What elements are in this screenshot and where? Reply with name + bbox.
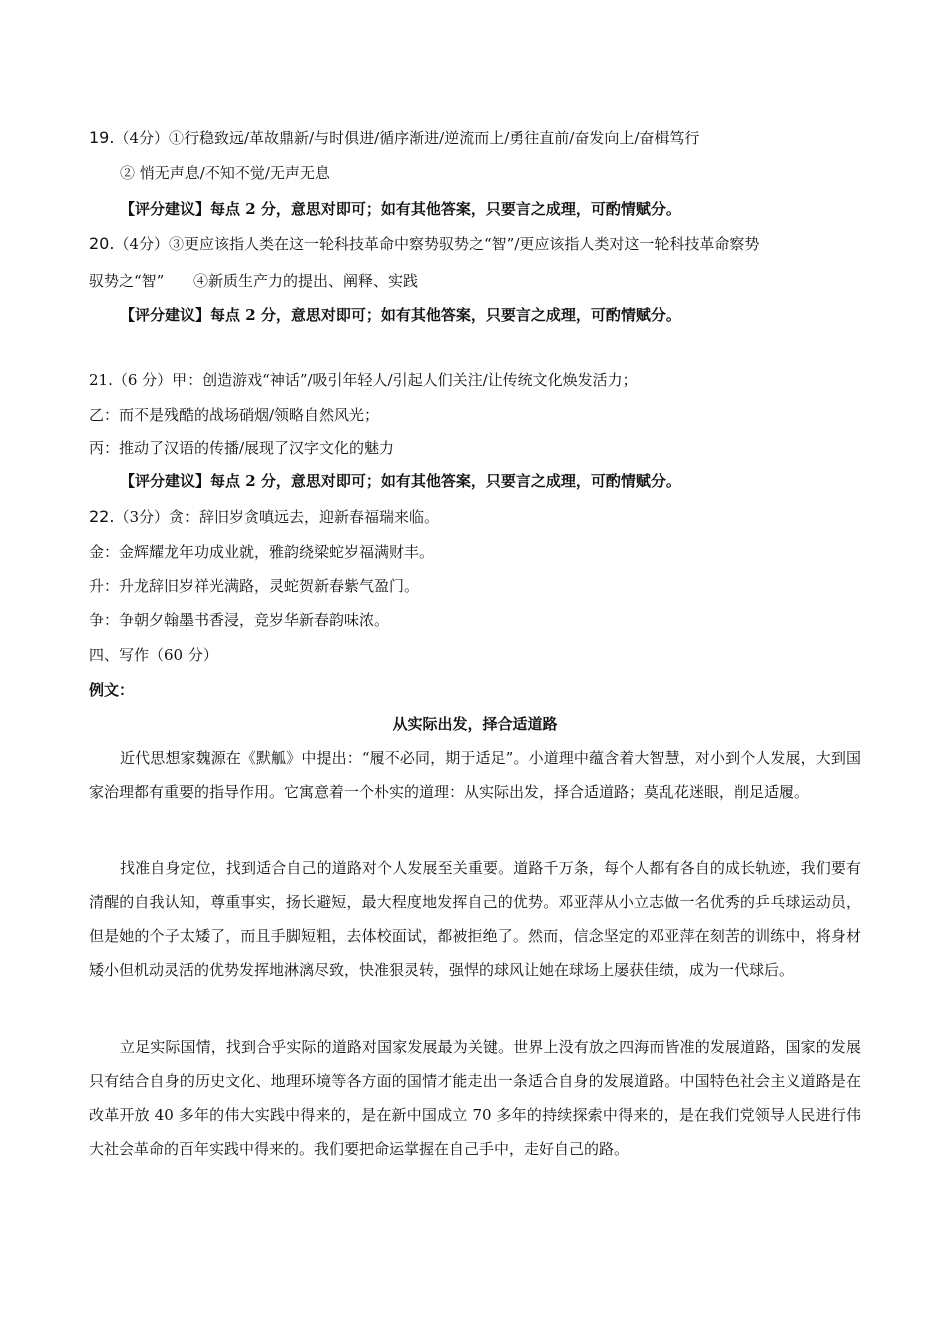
q20-answer-line [89, 234, 869, 254]
q20-scoring-note: 【评分建议】每点 2 分，意思对即可；如有其他答案，只要言之成理，可酌情赋分。 [120, 306, 681, 324]
q20-number: 20. [89, 234, 115, 253]
q19-answer-1: （4分）①行稳致远/革故鼎新/与时俱进/循序渐进/逆流而上/勇往直前/奋发向上/奋楫笃行 [114, 129, 700, 147]
q21-answer-yi: 乙：而不是残酷的战场硝烟/领略自然风光； [89, 406, 380, 424]
essay-paragraph-3: 立足实际国情，找到合乎实际的道路对国家发展最为关键。世界上没有放之四海而皆准的发展道路，国家的发展只有结合自身的历史文化、地理环境等各方面的国情才能走出一条适合自身的发展道路。中国特色社会主义道路是在改革开放 40 多年的伟大实践中得来的，是在新中国成立 70 多年的持续探索中得来的，是在我们党领导人民进行伟大社会革命的百年实践中得来的。我们要把命运掌握在自己手中，走好自己的路。 [89, 1038, 861, 1158]
essay-paragraph-2: 找准自身定位，找到适合自己的道路对个人发展至关重要。道路千万条，每个人都有各自的成长轨迹，我们要有清醒的自我认知，尊重事实，扬长避短，最大程度地发挥自己的优势。邓亚萍从小立志做一名优秀的乒乓球运动员，但是她的个子太矮了，而且手脚短粗，去体校面试，都被拒绝了。然而，信念坚定的邓亚萍在刻苦的训练中，将身材矮小但机动灵活的优势发挥地淋漓尽致，快准狠灵转，强悍的球风让她在球场上屡获佳绩，成为一代球后。 [89, 859, 861, 979]
q21-answer-jia: 21.（6 分）甲：创造游戏“神话”/吸引年轻人/引起人们关注/让传统文化焕发活力； [89, 371, 638, 389]
q19-number: 19. [89, 128, 115, 147]
q22-number: 22. [89, 507, 115, 526]
q22-answer-line [89, 507, 869, 527]
q22-answer-1: （3分）贪：辞旧岁贪嗔远去，迎新春福瑞来临。 [114, 508, 439, 526]
q19-answer-2: ② 悄无声息/不知不觉/无声无息 [120, 164, 330, 182]
example-label: 例文： [89, 681, 135, 699]
q19-scoring-note: 【评分建议】每点 2 分，意思对即可；如有其他答案，只要言之成理，可酌情赋分。 [120, 200, 681, 218]
q20-answer-1: （4分）③更应该指人类在这一轮科技革命中察势驭势之“智”/更应该指人类对这一轮科技革命察势 [114, 235, 760, 253]
q19-answer-line [89, 128, 869, 148]
essay-paragraph-1: 近代思想家魏源在《默觚》中提出：“履不必同，期于适足”。小道理中蕴含着大智慧，对小到个人发展，大到国家治理都有重要的指导作用。它寓意着一个朴实的道理：从实际出发，择合适道路；莫乱花迷眼，削足适履。 [89, 749, 861, 801]
q22-answer-4: 争：争朝夕翰墨书香浸，竞岁华新春韵味浓。 [89, 611, 390, 629]
q22-answer-2: 金：金辉耀龙年功成业就，雅韵绕梁蛇岁福满财丰。 [89, 543, 435, 561]
q21-answer-bing: 丙：推动了汉语的传播/展现了汉字文化的魅力 [89, 439, 395, 457]
q20-answer-2: 驭势之“智” ④新质生产力的提出、阐释、实践 [89, 272, 418, 290]
q22-answer-3: 升：升龙辞旧岁祥光满路，灵蛇贺新春紫气盈门。 [89, 577, 420, 595]
essay-title: 从实际出发，择合适道路 [392, 715, 558, 733]
writing-section-heading: 四、写作（60 分） [89, 646, 218, 664]
q21-scoring-note: 【评分建议】每点 2 分，意思对即可；如有其他答案，只要言之成理，可酌情赋分。 [120, 472, 681, 490]
